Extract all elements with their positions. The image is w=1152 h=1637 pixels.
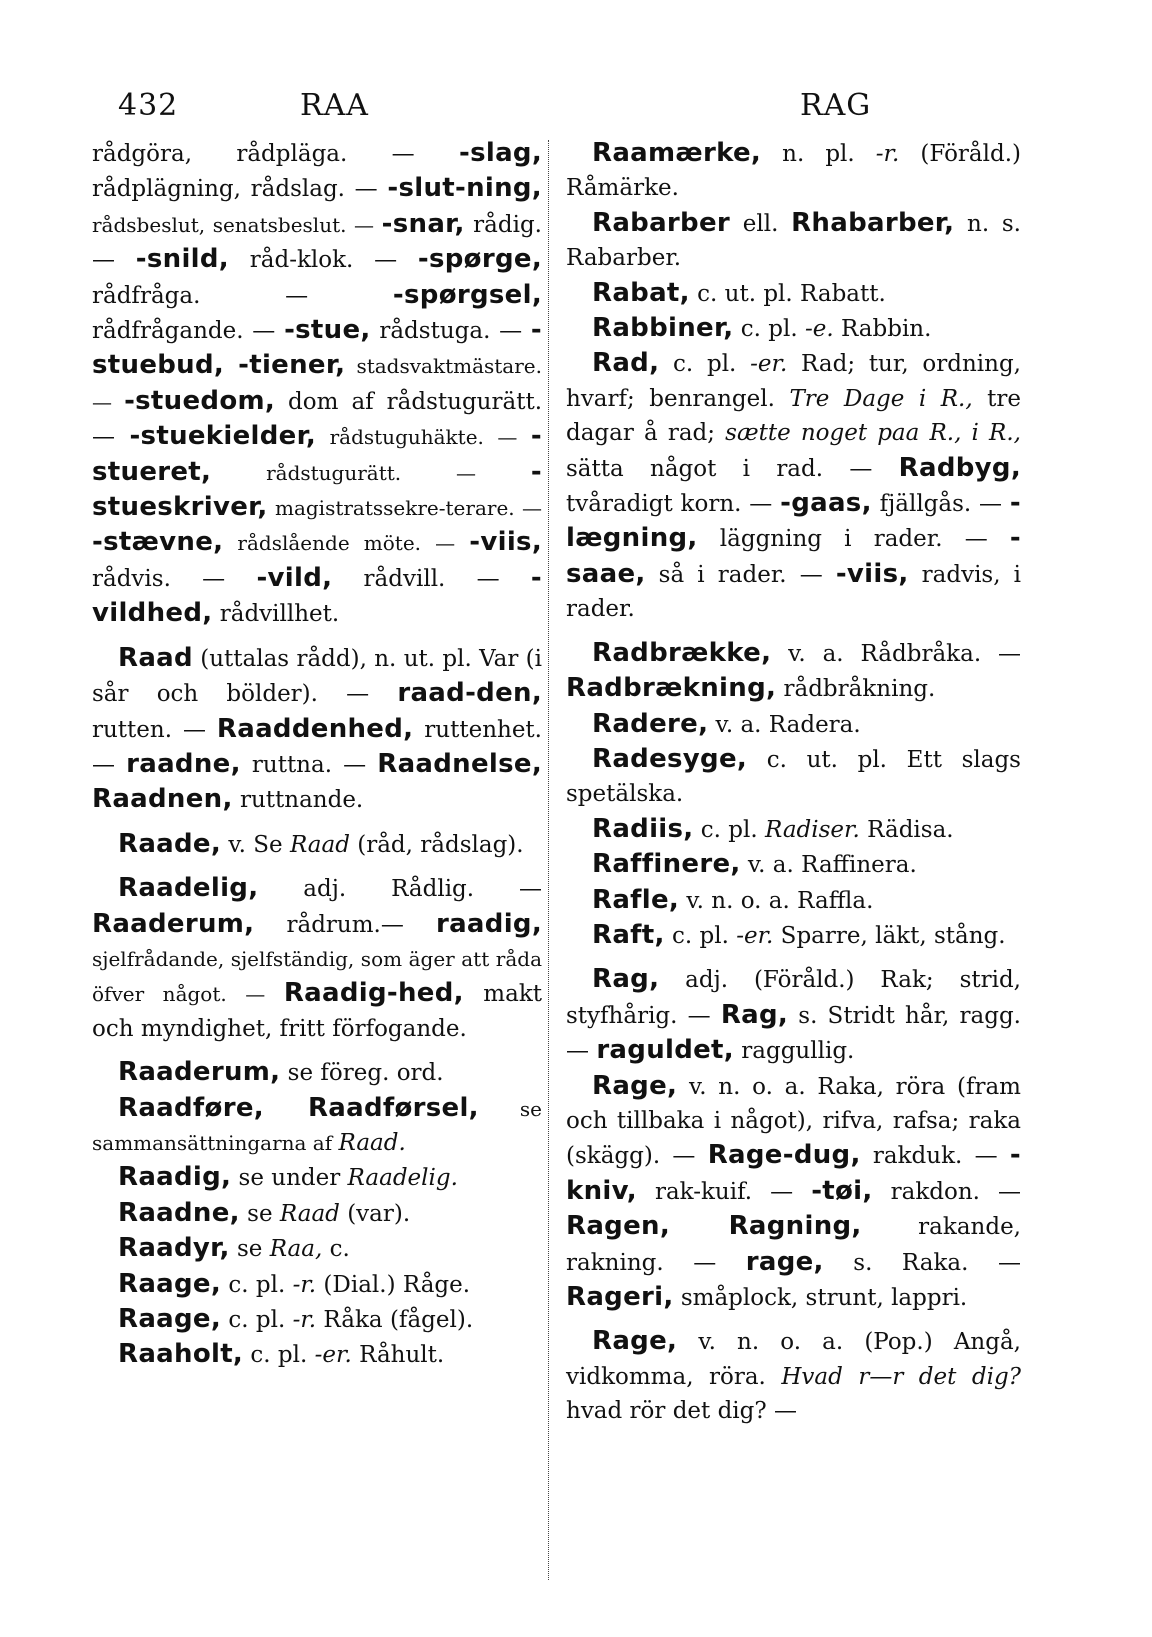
headword: Raaderum, <box>92 908 255 939</box>
entry-text: rutten. — <box>92 716 217 743</box>
entry-text: se sammansättningarna af <box>92 1096 542 1155</box>
entry-text: så i rader. — <box>645 561 836 588</box>
headword: -tøi, <box>811 1175 873 1206</box>
headword: Rabarber <box>592 207 731 238</box>
entry-text: rådrum.— <box>254 911 436 938</box>
entry-text: rådstuguhäkte. — <box>316 425 531 450</box>
headword: Radere, <box>592 708 709 739</box>
entry-text: Rädisa. <box>859 816 954 843</box>
entry-text: sætte noget paa R., i R., <box>725 420 1021 447</box>
headword: -vildhed, <box>92 562 542 629</box>
headword: raguldet, <box>596 1035 734 1066</box>
headword: -viis, <box>469 527 542 558</box>
dictionary-entry <box>92 871 542 1046</box>
headword: Rad, <box>592 348 660 379</box>
dictionary-entry <box>92 641 542 818</box>
entry-text: ruttenhet. — <box>92 716 542 778</box>
entry-text: makt och myndighet, fritt förfogande. <box>92 981 542 1042</box>
entry-text: (Dial.) Råge. <box>316 1271 471 1298</box>
headword: Rafle, <box>592 884 680 915</box>
entry-text: Raa, <box>269 1236 323 1263</box>
entry-text: se <box>229 1236 270 1263</box>
headword: -slut-ning, <box>387 173 542 204</box>
headword: Raage, <box>118 1268 222 1299</box>
headword: -spørgsel, <box>392 279 542 310</box>
left-column <box>92 136 542 1373</box>
entry-text: rådsbeslut, senatsbeslut. — <box>92 212 382 237</box>
left-guide-word: RAA <box>300 88 369 123</box>
headword: Raamærke, <box>592 138 762 168</box>
entry-text: rådvillhet. <box>212 601 340 628</box>
headword: -stuedom, <box>124 385 276 416</box>
column-divider <box>548 140 549 1580</box>
headword: Rage-dug, <box>707 1140 861 1171</box>
entry-text: c. pl. <box>221 1307 293 1333</box>
entry-text: ell. <box>730 210 792 237</box>
entry-text: s. Stridt hår, ragg. — <box>566 1002 1021 1065</box>
entry-text: (uttalas rådd), n. ut. pl. Var (i sår och bölder). — <box>92 645 542 708</box>
dictionary-entry <box>566 311 1021 346</box>
entry-text: c. pl. <box>733 316 805 343</box>
headword: Rabat, <box>592 277 690 308</box>
entry-text: fjällgås. — <box>871 491 1010 518</box>
headword: Raaholt, <box>118 1339 244 1370</box>
dictionary-entry <box>92 1055 542 1090</box>
headword: raadne, <box>126 748 241 779</box>
headword: Rag, <box>592 964 660 995</box>
headword: Rabbiner, <box>592 313 734 344</box>
headword: Raadnelse, Raadnen, <box>92 748 543 815</box>
dictionary-entry <box>566 136 1021 206</box>
headword: Raage, <box>118 1304 222 1334</box>
entry-text: c. pl. <box>221 1271 293 1298</box>
entry-text: -r. <box>875 141 900 167</box>
dictionary-entry <box>92 1337 542 1372</box>
headword: -stue, <box>284 315 371 346</box>
entry-text: magistratssekre-terare. — <box>267 496 542 521</box>
dictionary-entry <box>92 1160 542 1195</box>
headword: Raadig-hed, <box>283 978 464 1009</box>
entry-text: rådplägning, rådslag. — <box>92 176 388 203</box>
headword: Raade, <box>118 828 222 859</box>
entry-text: (var). <box>339 1200 411 1227</box>
dictionary-entry <box>92 1302 542 1337</box>
entry-text: raggullig. <box>733 1038 855 1065</box>
headword: Raadelig, <box>118 873 259 904</box>
dictionary-entry <box>566 812 1021 847</box>
headword: -viis, <box>835 558 909 589</box>
entry-text: -e. <box>804 316 834 343</box>
headword: Radiis, <box>592 813 694 844</box>
entry-text: rakande, rakning. — <box>566 1214 1021 1276</box>
entry-text: v. a. Rådbråka. — <box>771 640 1021 667</box>
headword: Raft, <box>592 919 665 950</box>
entry-text: v. Se <box>221 831 290 858</box>
headword: -stuebud, -tiener, <box>92 315 542 381</box>
dictionary-entry <box>566 276 1021 311</box>
entry-text: -er. <box>736 922 774 949</box>
entry-text: se under <box>231 1165 348 1192</box>
entry-text: Hvad r—r det dig? <box>781 1363 1021 1390</box>
entry-text: rådbråkning. <box>776 676 936 703</box>
dictionary-entry <box>92 136 542 632</box>
headword: Raadføre, Raadførsel, <box>118 1092 479 1123</box>
dictionary-entry <box>92 1196 542 1231</box>
right-column <box>566 136 1021 1429</box>
entry-text: stadsvaktmästare. — <box>92 354 542 414</box>
entry-text: Tre Dage i R., <box>789 385 973 412</box>
entry-text: se föreg. ord. <box>280 1060 444 1087</box>
dictionary-entry <box>566 962 1021 1068</box>
headword: Radbyg, <box>898 452 1021 483</box>
entry-text: v. n. o. a. Raka, röra (fram och tillbaka i något), rifva, rafsa; raka (skägg). — <box>566 1073 1021 1170</box>
dictionary-entry <box>566 1324 1021 1428</box>
entry-text: adj. Rådlig. — <box>258 876 542 903</box>
headword: -lægning, <box>566 488 1021 554</box>
entry-text: (Föråld.) Råmärke. <box>566 141 1021 202</box>
entry-text: ruttnande. <box>232 787 364 814</box>
entry-text: c. pl. <box>693 816 765 843</box>
entry-text: se <box>239 1200 280 1227</box>
headword: Rhabarber, <box>791 207 955 238</box>
entry-text: rakdon. — <box>872 1178 1021 1205</box>
entry-text: rådstugurätt. — <box>211 460 531 485</box>
dictionary-entry <box>566 707 1021 742</box>
headword: Rag, <box>720 999 789 1030</box>
dictionary-entry <box>566 742 1021 812</box>
entry-text: sätta något i rad. — <box>566 455 899 482</box>
headword: Raaddenhed, <box>216 713 414 744</box>
entry-text: rådfråga. — <box>92 282 393 309</box>
entry-text: n. s. Rabarber. <box>566 210 1021 272</box>
headword: -saae, <box>566 523 1021 589</box>
entry-text: Radiser. <box>764 816 860 843</box>
entry-text: c. pl. <box>243 1342 315 1369</box>
entry-text: c. ut. pl. Ett slags spetälska. <box>566 746 1021 808</box>
dictionary-entry <box>566 883 1021 918</box>
headword: rage, <box>745 1246 824 1277</box>
entry-text: rådstuga. — <box>370 318 531 345</box>
headword: Ragen, Ragning, <box>566 1211 862 1242</box>
entry-text: ruttna. — <box>240 751 378 778</box>
dictionary-entry <box>566 206 1021 276</box>
headword: -vild, <box>256 562 333 593</box>
dictionary-entry <box>92 1091 542 1161</box>
dictionary-entry <box>92 827 542 862</box>
headword: Radesyge, <box>592 743 748 774</box>
entry-text: Råhult. <box>351 1342 445 1369</box>
entry-text: småplock, strunt, lappri. <box>673 1285 968 1311</box>
dictionary-entry <box>566 346 1021 626</box>
entry-text: Rad; tur, ordning, hvarf; benrangel. <box>566 351 1021 412</box>
entry-text: Raad <box>289 831 350 858</box>
entry-text: rak-kuif. — <box>636 1178 812 1205</box>
entry-text: c. pl. <box>664 922 737 949</box>
dictionary-entry <box>92 1267 542 1302</box>
headword: Raadig, <box>118 1162 232 1193</box>
entry-text: adj. (Föråld.) Rak; strid, styfhårig. — <box>566 967 1021 1029</box>
headword: Radbrækning, <box>566 673 777 704</box>
entry-text: sjelfrådande, sjelfständig, som äger att råda öfver något. — <box>92 946 542 1007</box>
entry-text: Sparre, läkt, stång. <box>773 922 1006 949</box>
dictionary-entry <box>566 847 1021 882</box>
entry-text: rådgöra, rådpläga. — <box>92 141 459 167</box>
entry-text: rådig. — <box>92 211 542 274</box>
entry-text: s. Raka. — <box>823 1249 1021 1276</box>
entry-text: Raad <box>279 1200 340 1227</box>
dictionary-entry <box>566 918 1021 953</box>
entry-text: n. pl. <box>761 141 876 167</box>
headword: raadig, <box>435 908 542 939</box>
headword: -snild, <box>135 244 229 275</box>
entry-text: c. pl. <box>659 351 751 378</box>
entry-text: läggning i rader. — <box>697 526 1010 553</box>
entry-text: rådvill. — <box>332 565 531 592</box>
headword: -spørge, <box>417 244 542 275</box>
page-header <box>0 0 1152 140</box>
headword: -stuekielder, <box>129 421 317 452</box>
entry-text: v. a. Raffinera. <box>740 852 917 879</box>
headword: Rageri, <box>566 1282 674 1312</box>
entry-text: rådvis. — <box>92 565 257 592</box>
headword: Radbrække, <box>592 637 772 668</box>
headword: Rage, <box>592 1326 678 1357</box>
headword: Raad <box>118 642 193 673</box>
entry-text: Råka (fågel). <box>316 1307 474 1333</box>
dictionary-entry <box>566 636 1021 707</box>
entry-text: -r. <box>292 1271 317 1298</box>
headword: Raffinere, <box>592 849 741 880</box>
headword: Rage, <box>592 1070 678 1101</box>
headword: Raadyr, <box>118 1233 230 1264</box>
entry-text: Raad. <box>338 1129 406 1156</box>
entry-text: rådfrågande. — <box>92 318 285 345</box>
entry-text: radvis, i rader. <box>566 561 1021 623</box>
headword: Raadne, <box>118 1197 240 1228</box>
headword: Raaderum, <box>118 1057 281 1088</box>
entry-text: v. n. o. a. Raffla. <box>679 887 874 914</box>
headword: -kniv, <box>566 1140 1021 1206</box>
entry-text: hvad rör det dig? — <box>566 1398 798 1425</box>
page-number: 432 <box>118 88 179 123</box>
entry-text: v. n. o. a. (Pop.) Angå, vidkomma, röra. <box>566 1329 1021 1390</box>
entry-text: rakduk. — <box>860 1143 1010 1170</box>
headword: -stueskriver, <box>92 456 542 523</box>
headword: -slag, <box>458 138 542 168</box>
entry-text: (råd, rådslag). <box>349 831 524 858</box>
entry-text: c. <box>322 1236 350 1263</box>
entry-text: tvåradigt korn. — <box>566 491 781 518</box>
entry-text: v. a. Radera. <box>708 711 861 738</box>
headword: -stueret, <box>92 421 542 487</box>
entry-text: råd-klok. — <box>228 247 418 274</box>
headword: -snar, <box>381 208 465 239</box>
headword: -stævne, <box>92 527 224 558</box>
entry-text: -er. <box>750 351 788 378</box>
entry-text: rådslående möte. — <box>223 531 470 556</box>
entry-text: c. ut. pl. Rabatt. <box>689 280 886 307</box>
entry-text: Raadelig. <box>347 1165 458 1192</box>
entry-text: dom af rådstugurätt. — <box>92 388 542 451</box>
entry-text: -er. <box>314 1342 352 1369</box>
entry-text: Rabbin. <box>833 316 932 343</box>
headword: -gaas, <box>780 488 872 519</box>
dictionary-entry <box>566 1069 1021 1316</box>
right-guide-word: RAG <box>800 88 872 123</box>
headword: raad-den, <box>397 678 542 709</box>
dictionary-entry <box>92 1231 542 1266</box>
entry-text: tre dagar å rad; <box>566 385 1021 447</box>
entry-text: -r. <box>292 1307 317 1333</box>
